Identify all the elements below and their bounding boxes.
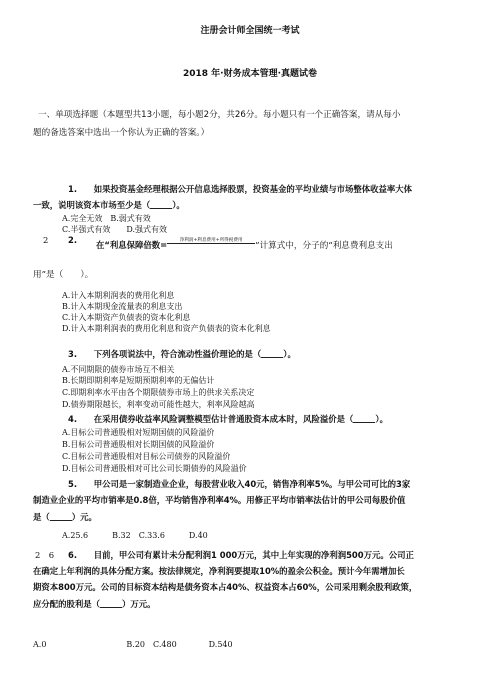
exam-title: 注册会计师全国统一考试 <box>200 26 300 36</box>
interest-coverage-fraction <box>167 237 255 251</box>
q5-stem-line1: 5. 甲公司是一家制造业企业，每股营业收入40元，销售净利率5%。与甲公司可比的3家 <box>68 479 411 489</box>
q2-stem-line1 <box>96 233 393 252</box>
q5-stem-text: 是（ <box>33 512 50 522</box>
q6-stem-end: ）万元。 <box>122 599 156 609</box>
q2-stem-text: 在“利息保障倍数= <box>96 240 168 250</box>
q5-stem-end: ）元。 <box>71 512 97 522</box>
q1-stem-text: 一致，说明该资本市场至少是（ <box>33 200 151 210</box>
q3-stem-end: ）。 <box>283 349 296 359</box>
q3-option-b: B.长期即期利率是短期预期利率的无偏估计 <box>62 376 215 385</box>
q1-stem-line1: 1. 如果投资基金经理根据公开信息选择股票，投资基金的平均业绩与市场整体收益率大体 <box>68 184 413 194</box>
q6-stem-text: 应分配的股利是（ <box>33 599 100 609</box>
q3-option-d: D.债券期限越长，利率变动可能性越大，利率风险越高 <box>62 400 255 409</box>
q2-option-b: B.计入本期现金流量表的利息支出 <box>62 302 183 311</box>
q2-number: 2. <box>68 235 78 245</box>
q3-option-c: C.即期利率水平由各个期限债券市场上的供求关系决定 <box>62 388 255 397</box>
q6-answer-blank <box>100 599 122 608</box>
section-intro-line2: 题的备选答案中选出一个你认为正确的答案。） <box>33 128 210 138</box>
fraction-numerator: 净利润+利息费用+所得税费用 <box>179 238 243 243</box>
q1-option-ab: A.完全无效 B.弱式有效 <box>62 214 151 223</box>
q1-option-cd: C.半强式有效 D.强式有效 <box>62 225 168 234</box>
q5-answer-blank <box>50 512 72 521</box>
q5-stem-line3 <box>33 511 97 523</box>
section-intro-line1: 一、单项选择题（本题型共13小题，每小题2分，共26分。每小题只有一个正确答案，请从每小 <box>38 110 401 120</box>
q2-option-c: C.计入本期资产负债表的资本化利息 <box>62 313 191 322</box>
q4-stem <box>68 413 388 425</box>
q6-stem-line3: 期资本800万元。公司的目标资本结构是债务资本占40%、权益资本占60%，公司采用剩余股利政策， <box>33 582 418 592</box>
q6-stem-line4 <box>33 598 156 610</box>
q2-option-d: D.计入本期利润表的费用化利息和资产负债表的资本化利息 <box>62 324 271 333</box>
q4-stem-text: 4. 在采用债券收益率风险调整模型估计普通股资本成本时，风险溢价是（ <box>68 414 354 424</box>
q3-answer-blank <box>261 349 283 358</box>
fraction-bar <box>167 243 255 244</box>
q3-option-a: A.不同期限的债券市场互不相关 <box>62 365 175 374</box>
q4-answer-blank <box>353 414 375 423</box>
q6-stem-line1: 6. 目前，甲公司有累计未分配利润1 000万元，其中上年实现的净利润500万元。公司正 <box>68 550 414 560</box>
q2-option-a: A.计入本期利润表的费用化利息 <box>62 291 175 300</box>
q4-option-c: C.目标公司普通股相对目标公司债券的风险溢价 <box>62 452 231 461</box>
q3-stem <box>68 348 296 360</box>
q4-option-a: A.目标公司普通股相对短期国债的风险溢价 <box>62 428 215 437</box>
q1-answer-blank <box>150 200 172 209</box>
q2-stem-line2: 用”是（ ）。 <box>33 270 94 280</box>
q6-options: A.0 B.20 C.480 D.540 <box>33 640 233 649</box>
q4-stem-end: ）。 <box>375 414 388 424</box>
q5-stem-line2: 制造业企业的平均市销率是0.8倍，平均销售净利率4%。用修正平均市销率法估计的甲公司每股价值 <box>33 495 406 505</box>
q6-side-mark: 2 6 <box>35 550 55 560</box>
q4-option-d: D.目标公司普通股相对可比公司长期债券的风险溢价 <box>62 464 247 473</box>
q1-stem-end: ）。 <box>172 200 185 210</box>
paper-title: 2018 年·财务成本管理·真题试卷 <box>182 69 318 79</box>
q4-option-b: B.目标公司普通股相对长期国债的风险溢价 <box>62 440 215 449</box>
q5-options: A.25.6 B.32 C.33.6 D.40 <box>62 531 208 540</box>
q2-stem-text-cont: ”计算式中，分子的“利息费利息支出 <box>255 241 393 251</box>
q2-side-mark: 2 <box>43 235 49 245</box>
q1-stem-line2 <box>33 199 185 211</box>
q6-stem-line2: 在确定上年利润的具体分配方案。按法律规定，净利润要提取10%的盈余公积金。预计今年需增加长 <box>33 566 405 576</box>
q3-stem-text: 3. 下列各项说法中，符合流动性溢价理论的是（ <box>68 349 262 359</box>
